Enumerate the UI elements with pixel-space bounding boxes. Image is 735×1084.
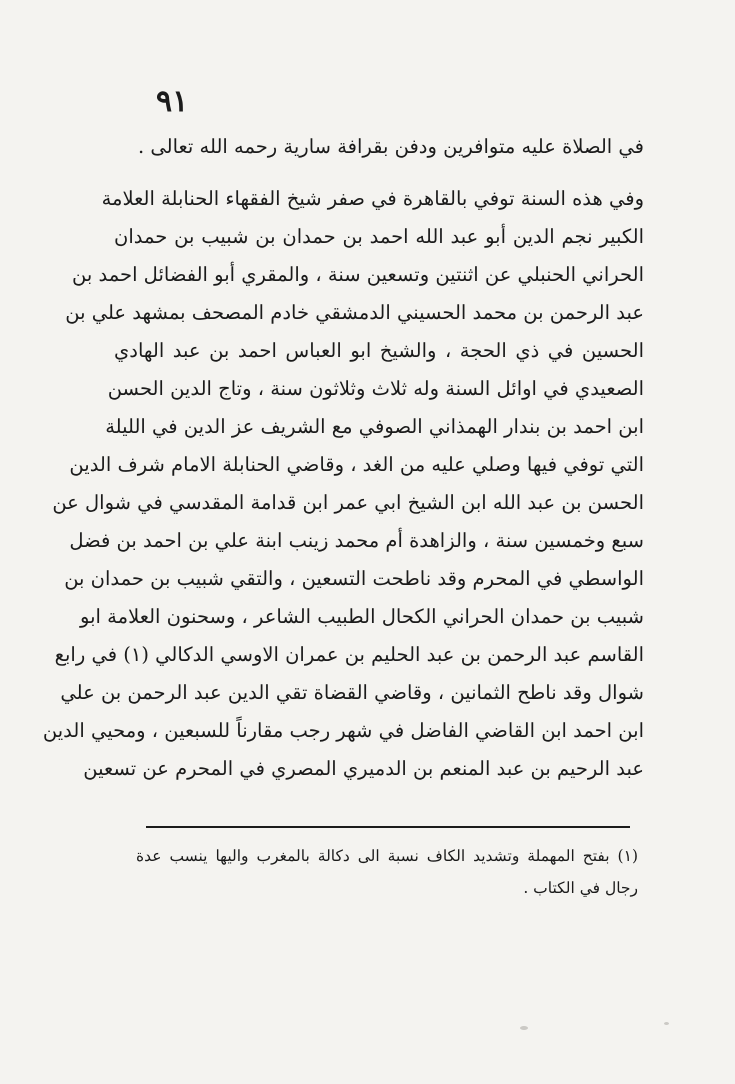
text-line: الحسين في ذي الحجة ، والشيخ ابو العباس احمد بن عبد الهادي <box>114 339 644 362</box>
text-line: عبد الرحيم بن عبد المنعم بن الدميري المصري في المحرم عن تسعين <box>83 757 644 780</box>
body-text <box>42 128 644 788</box>
text-line: ابن احمد ابن القاضي الفاضل في شهر رجب مقارناً للسبعين ، ومحيي الدين <box>42 719 644 742</box>
page-number: ٩١ <box>156 84 189 119</box>
text-line: شبيب بن حمدان الحراني الكحال الطبيب الشاعر ، وسحنون العلامة ابو <box>80 605 644 628</box>
paper-speck <box>520 1026 528 1030</box>
footnotes <box>136 840 638 904</box>
text-line: الكبير نجم الدين أبو عبد الله احمد بن حمدان بن شبيب بن حمدان <box>114 225 644 248</box>
text-line: التي توفي فيها وصلي عليه من الغد ، وقاضي الحنابلة الامام شرف الدين <box>69 453 644 476</box>
text-line: وفي هذه السنة توفي بالقاهرة في صفر شيخ الفقهاء الحنابلة العلامة <box>101 187 644 210</box>
paper-speck <box>664 1022 669 1025</box>
paragraph-gap <box>114 166 644 180</box>
text-line: الواسطي في المحرم وقد ناطحت التسعين ، والتقي شبيب بن حمدان بن <box>64 567 644 590</box>
text-line: في الصلاة عليه متوافرين ودفن بقرافة سارية رحمه الله تعالى . <box>137 135 644 158</box>
text-line: شوال وقد ناطح الثمانين ، وقاضي القضاة تقي الدين عبد الرحمن بن علي <box>60 681 644 704</box>
text-line: الحسن بن عبد الله ابن الشيخ ابي عمر ابن قدامة المقدسي في شوال عن <box>52 491 644 514</box>
text-line: القاسم عبد الرحمن بن عبد الحليم بن عمران الاوسي الدكالي (١) في رابع <box>54 643 644 666</box>
footnote-line: (١) بفتح المهملة وتشديد الكاف نسبة الى دكالة بالمغرب واليها ينسب عدة <box>136 847 638 865</box>
footnote-line: رجال في الكتاب . <box>523 879 638 897</box>
text-line: الصعيدي في اوائل السنة وله ثلاث وثلاثون سنة ، وتاج الدين الحسن <box>107 377 644 400</box>
footnote-divider <box>146 826 630 828</box>
text-line: عبد الرحمن بن محمد الحسيني الدمشقي خادم المصحف بمشهد علي بن <box>65 301 644 324</box>
text-line: ابن احمد بن بندار الهمذاني الصوفي مع الشريف عز الدين في الليلة <box>105 415 644 438</box>
text-line: سبع وخمسين سنة ، والزاهدة أم محمد زينب ابنة علي بن احمد بن فضل <box>69 529 644 552</box>
text-line: الحراني الحنبلي عن اثنتين وتسعين سنة ، والمقري أبو الفضائل احمد بن <box>72 263 644 286</box>
